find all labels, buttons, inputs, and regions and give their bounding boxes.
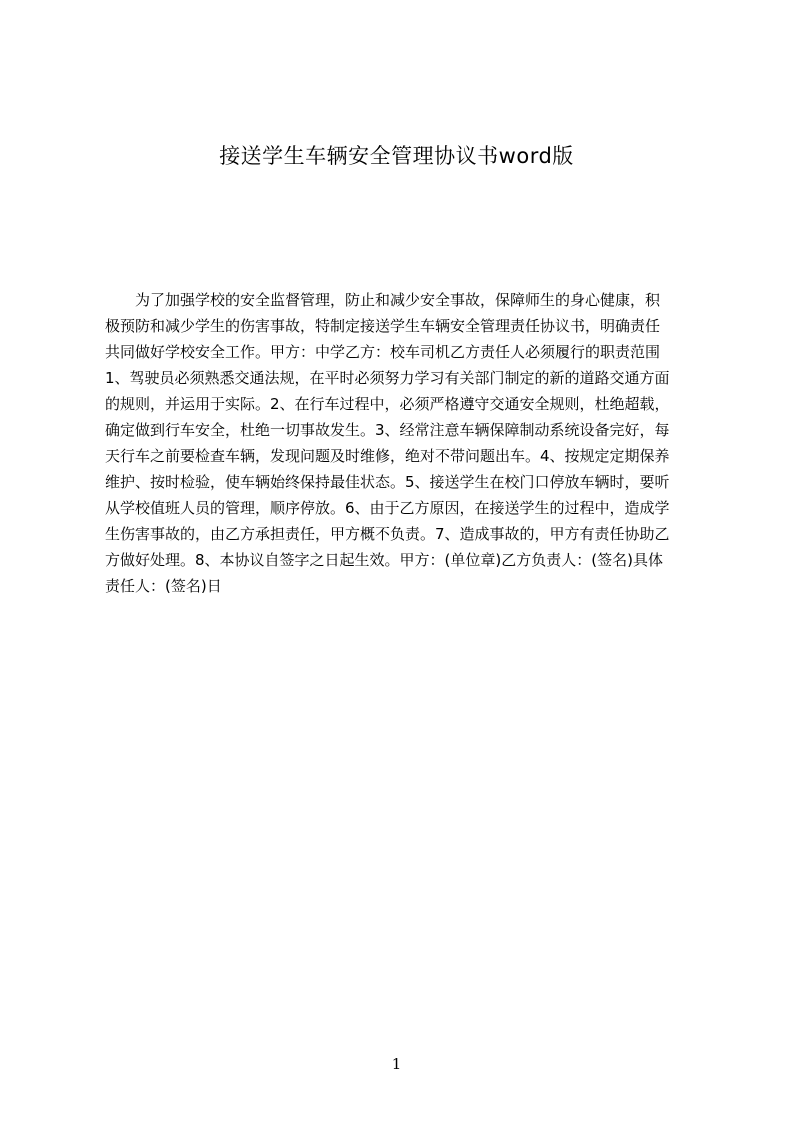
body-line: 确定做到行车安全，杜绝一切事故发生。3、经常注意车辆保障制动系统设备完好，每 (105, 421, 670, 439)
body-line: 为了加强学校的安全监督管理，防止和减少安全事故，保障师生的身心健康，积 (135, 291, 661, 309)
body-line: 1、驾驶员必须熟悉交通法规，在平时必须努力学习有关部门制定的新的道路交通方面 (105, 369, 670, 387)
body-line: 的规则，并运用于实际。2、在行车过程中，必须严格遵守交通安全规则，杜绝超载， (105, 395, 670, 413)
body-line: 方做好处理。8、本协议自签字之日起生效。甲方：(单位章)乙方负责人：(签名)具体 (105, 551, 663, 569)
body-line: 维护、按时检验，使车辆始终保持最佳状态。5、接送学生在校门口停放车辆时，要听 (105, 473, 670, 491)
body-line: 从学校值班人员的管理，顺序停放。6、由于乙方原因，在接送学生的过程中，造成学 (105, 499, 670, 517)
body-line: 天行车之前要检查车辆，发现问题及时维修，绝对不带问题出车。4、按规定定期保养 (105, 447, 670, 465)
body-line: 责任人：(签名)日 (105, 577, 222, 595)
body-line: 极预防和减少学生的伤害事故，特制定接送学生车辆安全管理责任协议书，明确责任 (105, 317, 661, 335)
body-line: 生伤害事故的，由乙方承担责任，甲方概不负责。7、造成事故的，甲方有责任协助乙 (105, 525, 670, 543)
page-number: 1 (391, 1055, 402, 1073)
body-line: 共同做好学校安全工作。甲方：中学乙方：校车司机乙方责任人必须履行的职责范围 (105, 343, 661, 361)
document-body (0, 287, 696, 627)
document-title: 接送学生车辆安全管理协议书word版 (219, 144, 574, 168)
